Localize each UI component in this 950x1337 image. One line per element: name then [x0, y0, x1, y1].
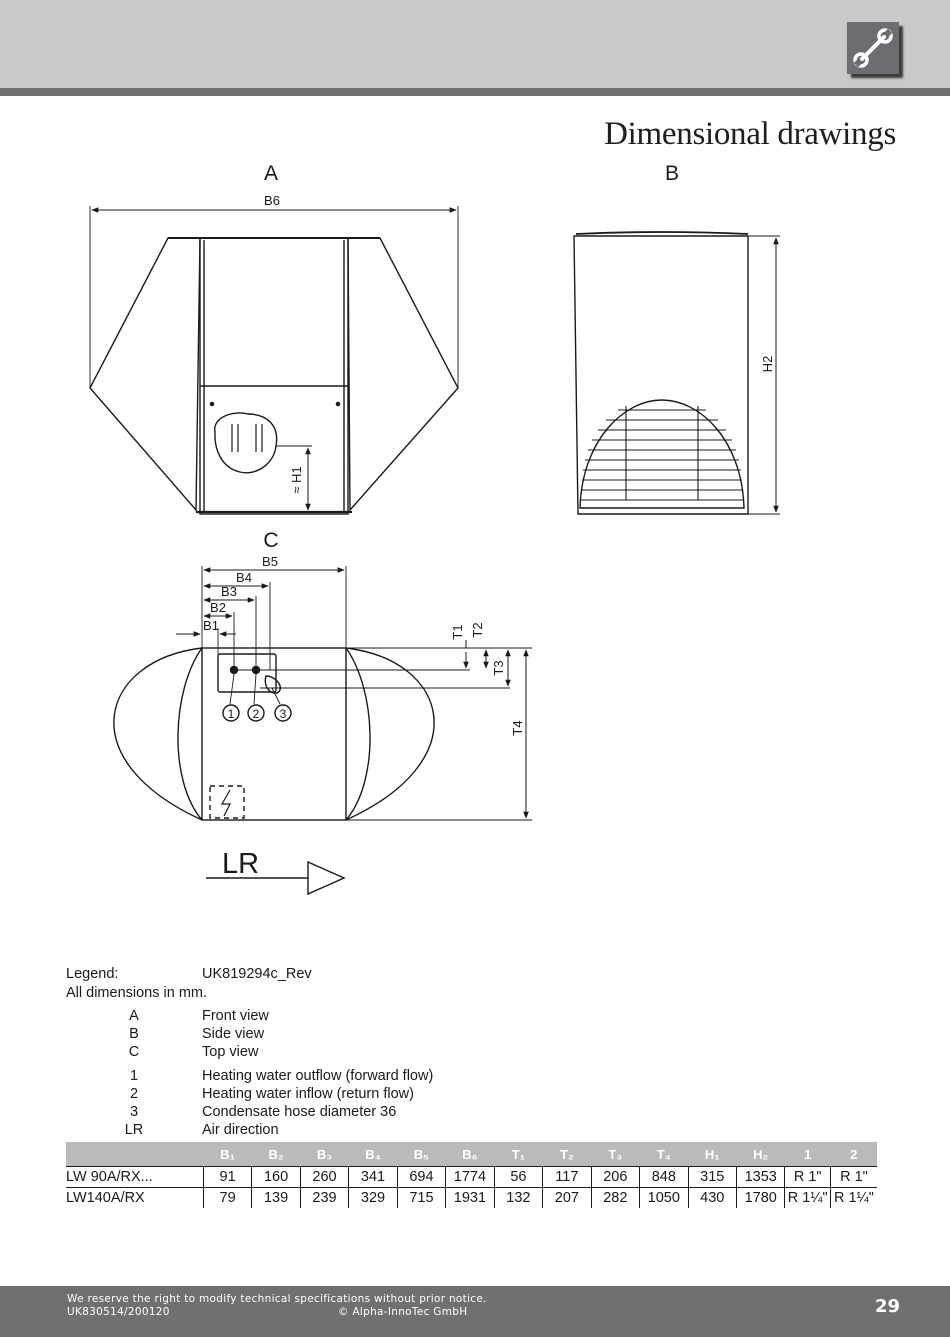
table-cell: 207	[543, 1188, 591, 1209]
table-cell: 1931	[446, 1188, 494, 1209]
table-cell: 160	[252, 1167, 300, 1188]
table-cell: 132	[494, 1188, 542, 1209]
table-cell: R 1¼"	[830, 1188, 877, 1209]
table-cell: 315	[688, 1167, 736, 1188]
page-footer	[0, 1286, 950, 1337]
table-cell: 694	[397, 1167, 445, 1188]
page-number: 29	[874, 1296, 900, 1317]
dim-b3-label: B3	[221, 584, 237, 599]
connection-1-label: 1	[227, 707, 235, 721]
legend-note: All dimensions in mm.	[66, 985, 208, 1001]
table-cell: R 1¼"	[785, 1188, 830, 1209]
table-header-cell: B₅	[397, 1142, 445, 1167]
table-cell: 715	[397, 1188, 445, 1209]
table-cell: 206	[591, 1167, 639, 1188]
table-row	[66, 1167, 877, 1188]
dim-t4-label: T4	[510, 720, 525, 736]
table-header-cell: T₂	[543, 1142, 591, 1167]
table-header-cell: B₃	[300, 1142, 348, 1167]
dim-b5-label: B5	[262, 554, 278, 569]
table-cell: 341	[349, 1167, 397, 1188]
table-cell: 430	[688, 1188, 736, 1209]
legend-code: UK819294c_Rev	[202, 966, 312, 982]
table-header-row	[66, 1142, 877, 1167]
table-cell: 1774	[446, 1167, 494, 1188]
table-header-cell: H₁	[688, 1142, 736, 1167]
dim-h2-label: H2	[760, 355, 775, 373]
table-header-cell: T₃	[591, 1142, 639, 1167]
front-view-drawing	[90, 206, 458, 514]
table-cell: R 1"	[785, 1167, 830, 1188]
dim-t1-label: T1	[450, 624, 465, 640]
table-header-cell: T₁	[494, 1142, 542, 1167]
table-cell: 1780	[737, 1188, 785, 1209]
table-header-cell: T₄	[640, 1142, 688, 1167]
footer-copyright: © Alpha-InnoTec GmbH	[338, 1306, 468, 1318]
footer-doc-code: UK830514/200120	[67, 1306, 170, 1318]
table-cell: 139	[252, 1188, 300, 1209]
table-cell: 56	[494, 1167, 542, 1188]
air-direction-label: LR	[222, 848, 260, 880]
footer-notice: We reserve the right to modify technical specifications without prior notice.	[67, 1293, 487, 1305]
table-header-cell: B₄	[349, 1142, 397, 1167]
table-cell: 239	[300, 1188, 348, 1209]
table-cell: 1353	[737, 1167, 785, 1188]
table-header-cell: H₂	[737, 1142, 785, 1167]
dim-t2-label: T2	[470, 622, 485, 638]
table-header-cell	[66, 1142, 203, 1167]
table-cell: 91	[203, 1167, 251, 1188]
page-title: Dimensional drawings	[604, 116, 896, 152]
dim-t3-label: T3	[491, 660, 506, 676]
table-cell: R 1"	[830, 1167, 877, 1188]
table-cell: LW140A/RX	[66, 1190, 145, 1206]
table-header-cell: B₂	[252, 1142, 300, 1167]
table-cell: 282	[591, 1188, 639, 1209]
table-cell: 79	[203, 1188, 251, 1209]
table-cell: 1050	[640, 1188, 688, 1209]
dim-b1-label: B1	[203, 618, 219, 633]
top-view-drawing	[114, 566, 532, 820]
dimensions-table	[66, 1142, 877, 1208]
view-b-label: B	[664, 162, 680, 185]
dim-b6-label: B6	[264, 193, 280, 208]
table-cell: 260	[300, 1167, 348, 1188]
table-cell: 329	[349, 1188, 397, 1209]
table-cell: 117	[543, 1167, 591, 1188]
view-a-label: A	[263, 162, 279, 185]
legend-label: Legend:	[66, 966, 119, 982]
connection-3-label: 3	[279, 707, 287, 721]
dim-b2-label: B2	[210, 600, 226, 615]
table-header-cell: 2	[830, 1142, 877, 1167]
dim-h1-label: ≈ H1	[289, 466, 304, 494]
table-header-cell: B₆	[446, 1142, 494, 1167]
view-c-label: C	[263, 529, 279, 552]
table-row	[66, 1188, 877, 1209]
dim-b4-label: B4	[236, 570, 252, 585]
table-header-cell: B₁	[203, 1142, 251, 1167]
table-cell: 848	[640, 1167, 688, 1188]
table-header-cell: 1	[785, 1142, 830, 1167]
connection-2-label: 2	[252, 707, 260, 721]
side-view-drawing	[574, 232, 780, 514]
table-cell: LW 90A/RX...	[66, 1167, 203, 1188]
